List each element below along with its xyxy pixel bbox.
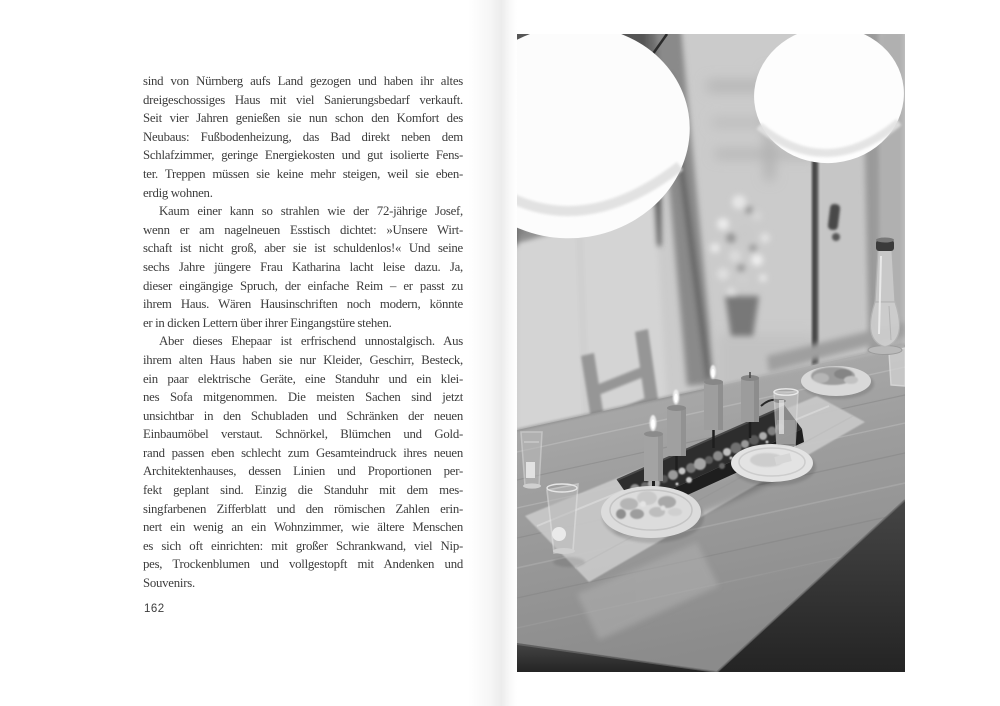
text-line: Souvenirs. [143, 576, 195, 591]
text-line: sechs Jahre jüngere Frau Katharina lacht leise dazu. Ja, [143, 259, 463, 274]
text-line: Schlafzimmer, geringe Energiekosten und gut isolierte Fens- [143, 148, 463, 163]
dining-table-photo [517, 34, 905, 672]
text-line: Aber dieses Ehepaar ist erfrischend unnostalgisch. Aus [159, 334, 463, 349]
text-line: wenn er am nagelneuen Esstisch dichtet: »Unsere Wirt- [143, 222, 463, 237]
text-line: Architektenhauses, dessen Linien und Proportionen per- [143, 464, 463, 479]
paragraph [143, 202, 463, 332]
text-line: unsichtbar in den Schubladen und Schränken der neuen [143, 408, 463, 423]
text-line: nert ein wenig an ein Wohnzimmer, wie ältere Menschen [143, 520, 463, 535]
text-line: Einbaumöbel verstaut. Schnörkel, Blümchen und Gold- [143, 427, 463, 442]
text-line: Seit vier Jahren genießen sie nun schon den Komfort des [143, 111, 463, 126]
text-line: Kaum einer kann so strahlen wie der 72-jährige Josef, [159, 204, 463, 219]
body-text [143, 72, 463, 593]
text-line: dreigeschossiges Haus mit viel Sanierungsbedarf verkauft. [143, 92, 463, 107]
paragraph [143, 332, 463, 592]
text-line: er in dicken Lettern über ihrer Eingangstüre stehen. [143, 315, 392, 330]
text-line: pes, Trockenblumen und vollgestopft mit Andenken und [143, 557, 463, 572]
text-line: sind von Nürnberg aufs Land gezogen und haben ihr altes [143, 74, 463, 88]
text-line: dieser eingängige Spruch, der einfache Reim – er passt zu [143, 278, 463, 293]
text-line: fekt geplant sind. Einzig die Standuhr mit dem mes- [143, 483, 463, 498]
text-line: ihrem alten Haus haben sie nur Kleider, Geschirr, Besteck, [143, 352, 463, 367]
text-line: ein paar elektrische Geräte, eine Standuhr und ein klei- [143, 371, 463, 386]
text-line: schaft ist nicht groß, aber sie ist schuldenlos!« Und seine [143, 241, 463, 256]
text-line: Neubaus: Fußbodenheizung, das Bad direkt neben dem [143, 129, 463, 144]
text-line: es sich oft einrichten: mit großer Schrankwand, viel Nip- [143, 538, 463, 553]
text-line: ihrem Haus. Wären Hausinschriften noch modern, könnte [143, 297, 463, 312]
text-line: ter. Treppen müssen sie keine mehr steigen, weil sie eben- [143, 166, 463, 181]
page-number: 162 [144, 603, 165, 615]
paragraph [143, 72, 463, 202]
text-line: singfarbenen Zifferblatt und den römischen Zahlen erin- [143, 501, 463, 516]
text-line: nes Sofa mitgenommen. Die meisten Sachen sind jetzt [143, 390, 463, 405]
gutter-shadow [468, 0, 517, 706]
text-line: erdig wohnen. [143, 185, 213, 200]
drinking-glass-far-left [521, 432, 542, 489]
drinking-glass-center [774, 389, 798, 446]
text-line: rand passen eben schlecht zum Gesamteindruck ihres neuen [143, 445, 463, 460]
